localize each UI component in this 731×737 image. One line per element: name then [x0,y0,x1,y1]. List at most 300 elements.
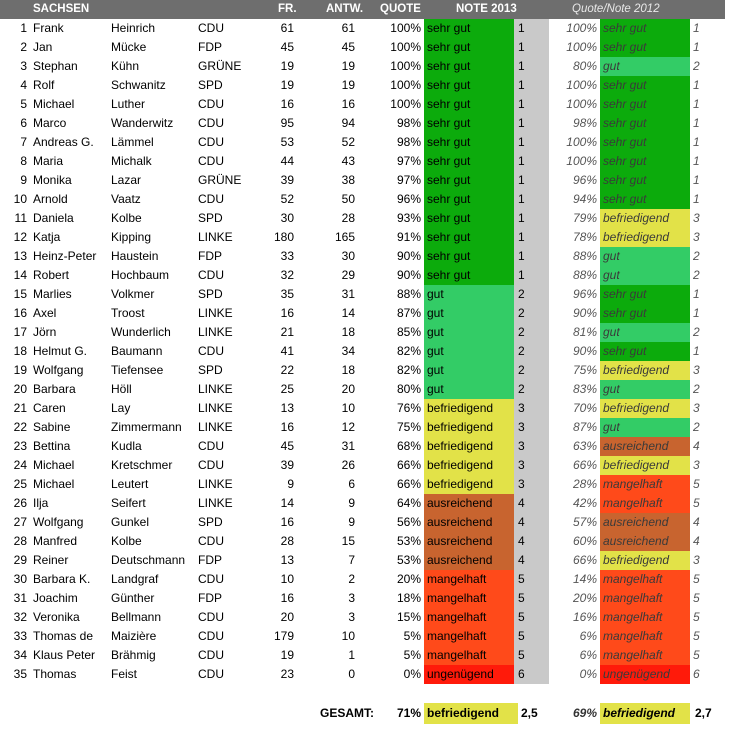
grade-cell: 1 [518,40,525,54]
quote-cell: 97% [396,173,421,187]
quote-cell: 100% [390,97,421,111]
quote-cell: 93% [396,211,421,225]
first-name-cell: Joachim [33,591,78,605]
quote-2012-cell: 81% [572,325,597,339]
last-name-cell: Kolbe [111,211,142,225]
last-name-cell: Leutert [111,477,149,491]
antw-cell: 9 [348,496,355,510]
table-row [0,646,731,665]
fr-cell: 14 [280,496,294,510]
table-row [0,551,731,570]
quote-cell: 0% [403,667,421,681]
fr-cell: 35 [280,287,294,301]
grade-cell: 1 [518,78,525,92]
antw-cell: 61 [341,21,355,35]
note-2013-text: mangelhaft [427,610,487,624]
note-2012-text: sehr gut [603,154,647,168]
rank-cell: 26 [13,496,27,510]
rank-cell: 30 [13,572,27,586]
fr-cell: 45 [280,40,294,54]
grade-2012-cell: 1 [693,21,700,35]
rank-cell: 6 [20,116,27,130]
grade-2012-cell: 5 [693,610,700,624]
total-grade-2012: 2,7 [695,706,712,720]
note-2013-text: befriedigend [427,458,494,472]
table-row [0,38,731,57]
grade-cell: 1 [518,211,525,225]
note-2012-cell [600,304,690,323]
note-2013-cell [424,608,514,627]
note-2013-text: ausreichend [427,534,493,548]
fr-cell: 9 [287,477,294,491]
fr-cell: 52 [280,192,294,206]
quote-cell: 97% [396,154,421,168]
note-2012-cell [600,646,690,665]
antw-cell: 26 [341,458,355,472]
table-row [0,665,731,684]
quote-cell: 82% [396,363,421,377]
grade-cell: 2 [518,363,525,377]
grade-2012-cell: 1 [693,116,700,130]
note-2013-text: sehr gut [427,249,471,263]
antw-cell: 3 [348,610,355,624]
quote-2012-cell: 0% [579,667,597,681]
first-name-cell: Frank [33,21,64,35]
note-2012-text: mangelhaft [603,572,663,586]
antw-cell: 18 [341,325,355,339]
quote-cell: 88% [396,287,421,301]
note-2012-text: gut [603,249,620,263]
total-note-2012: befriedigend [600,703,690,724]
last-name-cell: Günther [111,591,155,605]
note-2013-text: sehr gut [427,59,471,73]
last-name-cell: Kudla [111,439,142,453]
party-cell: GRÜNE [198,173,242,187]
note-2012-text: befriedigend [603,401,670,415]
rank-cell: 24 [13,458,27,472]
note-2013-text: gut [427,382,444,396]
grade-cell: 3 [518,401,525,415]
note-2013-cell [424,190,514,209]
table-row [0,608,731,627]
note-2013-cell [424,646,514,665]
last-name-cell: Gunkel [111,515,150,529]
note-2012-cell [600,399,690,418]
table-row [0,95,731,114]
note-2012-text: sehr gut [603,21,647,35]
antw-cell: 12 [341,420,355,434]
grade-2012-cell: 1 [693,287,700,301]
grade-cell: 2 [518,287,525,301]
quote-cell: 66% [396,458,421,472]
first-name-cell: Manfred [33,534,78,548]
note-2013-text: ausreichend [427,515,493,529]
fr-cell: 23 [280,667,294,681]
quote-cell: 98% [396,135,421,149]
quote-2012-cell: 96% [572,173,597,187]
table-row [0,361,731,380]
note-2012-text: befriedigend [603,211,670,225]
note-2012-cell [600,133,690,152]
grade-cell: 1 [518,135,525,149]
rank-cell: 14 [13,268,27,282]
total-note: befriedigend [424,703,518,724]
antw-cell: 28 [341,211,355,225]
quote-2012-cell: 16% [572,610,597,624]
rank-cell: 2 [20,40,27,54]
note-2012-cell [600,665,690,684]
note-2012-text: mangelhaft [603,610,663,624]
note-2012-cell [600,589,690,608]
note-2012-cell [600,342,690,361]
table-row [0,209,731,228]
note-2012-text: sehr gut [603,135,647,149]
quote-2012-cell: 63% [572,439,597,453]
fr-cell: 19 [280,78,294,92]
note-2012-text: mangelhaft [603,629,663,643]
grade-2012-cell: 4 [693,515,700,529]
quote-cell: 100% [390,40,421,54]
note-2012-cell [600,532,690,551]
quote-cell: 90% [396,268,421,282]
party-cell: CDU [198,610,224,624]
note-2012-cell [600,494,690,513]
note-2012-cell [600,209,690,228]
note-2012-text: mangelhaft [603,591,663,605]
table-row [0,57,731,76]
party-cell: CDU [198,154,224,168]
antw-cell: 19 [341,78,355,92]
grade-2012-cell: 4 [693,534,700,548]
grade-2012-cell: 3 [693,230,700,244]
note-2012-cell [600,114,690,133]
quote-2012-cell: 87% [572,420,597,434]
quote-cell: 5% [403,629,421,643]
rank-cell: 1 [20,21,27,35]
rank-cell: 4 [20,78,27,92]
note-2012-text: befriedigend [603,553,670,567]
note-2013-cell [424,475,514,494]
note-2012-text: sehr gut [603,173,647,187]
note-2012-cell [600,285,690,304]
note-2013-cell [424,437,514,456]
table-row [0,513,731,532]
grade-2012-cell: 2 [693,268,700,282]
first-name-cell: Wolfgang [33,515,84,529]
party-cell: CDU [198,344,224,358]
party-cell: CDU [198,458,224,472]
header-fr[interactable]: FR. [278,3,297,15]
header-region[interactable]: SACHSEN [33,3,90,15]
grade-2012-cell: 3 [693,363,700,377]
antw-cell: 18 [341,363,355,377]
fr-cell: 16 [280,97,294,111]
note-2013-cell [424,456,514,475]
table-row [0,114,731,133]
note-2013-cell [424,399,514,418]
rank-cell: 17 [13,325,27,339]
quote-2012-cell: 60% [572,534,597,548]
grade-2012-cell: 2 [693,382,700,396]
note-2013-text: gut [427,287,444,301]
quote-2012-cell: 98% [572,116,597,130]
note-2012-cell [600,513,690,532]
party-cell: SPD [198,515,223,529]
note-2013-cell [424,494,514,513]
note-2013-cell [424,209,514,228]
quote-cell: 15% [396,610,421,624]
first-name-cell: Caren [33,401,66,415]
first-name-cell: Wolfgang [33,363,84,377]
note-2012-text: befriedigend [603,458,670,472]
party-cell: CDU [198,648,224,662]
last-name-cell: Lazar [111,173,142,187]
rank-cell: 21 [13,401,27,415]
table-row [0,171,731,190]
note-2013-cell [424,133,514,152]
header-quote-note-2012[interactable]: Quote/Note 2012 [572,3,660,15]
note-2013-text: gut [427,363,444,377]
quote-2012-cell: 100% [566,40,597,54]
rank-cell: 34 [13,648,27,662]
party-cell: LINKE [198,420,233,434]
fr-cell: 30 [280,211,294,225]
party-cell: LINKE [198,401,233,415]
quote-2012-cell: 66% [572,458,597,472]
note-2012-cell [600,418,690,437]
fr-cell: 53 [280,135,294,149]
fr-cell: 13 [280,401,294,415]
note-2012-text: ausreichend [603,439,669,453]
rank-cell: 32 [13,610,27,624]
grade-2012-cell: 1 [693,344,700,358]
note-2013-cell [424,380,514,399]
first-name-cell: Jörn [33,325,57,339]
rank-cell: 3 [20,59,27,73]
antw-cell: 10 [341,401,355,415]
quote-cell: 20% [396,572,421,586]
table-row [0,475,731,494]
antw-cell: 30 [341,249,355,263]
first-name-cell: Michael [33,97,75,111]
party-cell: CDU [198,268,224,282]
antw-cell: 1 [348,648,355,662]
note-2013-text: mangelhaft [427,572,487,586]
party-cell: CDU [198,439,224,453]
note-2013-cell [424,342,514,361]
note-2012-cell [600,152,690,171]
note-2013-text: sehr gut [427,211,471,225]
quote-2012-cell: 90% [572,306,597,320]
last-name-cell: Deutschmann [111,553,186,567]
quote-2012-cell: 20% [572,591,597,605]
first-name-cell: Monika [33,173,72,187]
last-name-cell: Kolbe [111,534,142,548]
grade-cell: 5 [518,648,525,662]
party-cell: FDP [198,249,222,263]
fr-cell: 13 [280,553,294,567]
party-cell: LINKE [198,230,233,244]
grade-cell: 5 [518,572,525,586]
note-2013-cell [424,551,514,570]
note-2012-text: mangelhaft [603,496,663,510]
table-row [0,342,731,361]
quote-2012-cell: 42% [572,496,597,510]
note-2013-text: befriedigend [427,439,494,453]
grade-2012-cell: 5 [693,648,700,662]
note-2013-text: ungenügend [427,667,494,681]
note-2013-cell [424,152,514,171]
note-2013-text: sehr gut [427,21,471,35]
first-name-cell: Michael [33,477,75,491]
note-2012-text: ausreichend [603,534,669,548]
first-name-cell: Thomas de [33,629,94,643]
total-quote: 71% [396,706,421,720]
quote-2012-cell: 66% [572,553,597,567]
note-2012-cell [600,19,690,38]
note-2013-text: befriedigend [427,477,494,491]
quote-cell: 98% [396,116,421,130]
table-row [0,285,731,304]
quote-2012-cell: 100% [566,97,597,111]
note-2013-text: sehr gut [427,230,471,244]
quote-cell: 66% [396,477,421,491]
antw-cell: 31 [341,287,355,301]
note-2012-cell [600,266,690,285]
note-2013-cell [424,304,514,323]
rank-cell: 31 [13,591,27,605]
quote-2012-cell: 14% [572,572,597,586]
first-name-cell: Ilja [33,496,49,510]
last-name-cell: Haustein [111,249,159,263]
rank-cell: 10 [13,192,27,206]
antw-cell: 7 [348,553,355,567]
quote-cell: 53% [396,534,421,548]
quote-cell: 75% [396,420,421,434]
last-name-cell: Mücke [111,40,147,54]
note-2013-cell [424,95,514,114]
party-cell: CDU [198,534,224,548]
grade-2012-cell: 2 [693,420,700,434]
table-row [0,133,731,152]
table-row [0,589,731,608]
note-2012-text: mangelhaft [603,477,663,491]
first-name-cell: Thomas [33,667,77,681]
grade-cell: 4 [518,515,525,529]
note-2013-text: gut [427,325,444,339]
note-2012-text: sehr gut [603,344,647,358]
last-name-cell: Kühn [111,59,140,73]
grade-cell: 1 [518,116,525,130]
table-row [0,570,731,589]
grade-cell: 1 [518,97,525,111]
rank-cell: 16 [13,306,27,320]
header-quote[interactable]: QUOTE [380,3,421,15]
header-note-2013[interactable]: NOTE 2013 [456,3,517,15]
quote-cell: 96% [396,192,421,206]
table-row [0,19,731,38]
grade-2012-cell: 1 [693,154,700,168]
first-name-cell: Bettina [33,439,71,453]
note-2012-cell [600,228,690,247]
last-name-cell: Hochbaum [111,268,170,282]
note-2012-text: mangelhaft [603,648,663,662]
antw-cell: 10 [341,629,355,643]
quote-cell: 18% [396,591,421,605]
table-row [0,304,731,323]
note-2012-text: ausreichend [603,515,669,529]
note-2012-cell [600,570,690,589]
grade-cell: 1 [518,59,525,73]
party-cell: CDU [198,116,224,130]
grade-cell: 1 [518,21,525,35]
table-row [0,380,731,399]
note-2012-cell [600,475,690,494]
note-2013-cell [424,76,514,95]
header-antw[interactable]: ANTW. [326,3,364,15]
table-row [0,494,731,513]
party-cell: LINKE [198,306,233,320]
first-name-cell: Marco [33,116,67,130]
quote-cell: 100% [390,21,421,35]
last-name-cell: Troost [111,306,145,320]
party-cell: CDU [198,135,224,149]
quote-2012-cell: 88% [572,268,597,282]
first-name-cell: Veronika [33,610,80,624]
fr-cell: 16 [280,306,294,320]
fr-cell: 179 [273,629,294,643]
last-name-cell: Zimmermann [111,420,182,434]
note-2013-text: gut [427,306,444,320]
last-name-cell: Schwanitz [111,78,166,92]
first-name-cell: Klaus Peter [33,648,96,662]
rank-cell: 33 [13,629,27,643]
note-2013-cell [424,19,514,38]
quote-cell: 82% [396,344,421,358]
last-name-cell: Volkmer [111,287,155,301]
grade-cell: 1 [518,230,525,244]
grade-cell: 2 [518,382,525,396]
note-2012-text: sehr gut [603,306,647,320]
fr-cell: 19 [280,648,294,662]
note-2013-cell [424,627,514,646]
first-name-cell: Helmut G. [33,344,88,358]
first-name-cell: Robert [33,268,70,282]
quote-cell: 68% [396,439,421,453]
antw-cell: 0 [348,667,355,681]
fr-cell: 16 [280,420,294,434]
party-cell: CDU [198,97,224,111]
quote-2012-cell: 57% [572,515,597,529]
note-2012-cell [600,57,690,76]
grade-2012-cell: 5 [693,477,700,491]
antw-cell: 34 [341,344,355,358]
note-2013-text: befriedigend [427,401,494,415]
quote-cell: 87% [396,306,421,320]
table-row [0,399,731,418]
total-row [0,703,731,724]
note-2012-cell [600,95,690,114]
last-name-cell: Lay [111,401,131,415]
quote-2012-cell: 96% [572,287,597,301]
rank-cell: 13 [13,249,27,263]
note-2012-cell [600,171,690,190]
fr-cell: 16 [280,591,294,605]
last-name-cell: Wanderwitz [111,116,174,130]
fr-cell: 33 [280,249,294,263]
note-2013-cell [424,38,514,57]
grade-2012-cell: 2 [693,325,700,339]
